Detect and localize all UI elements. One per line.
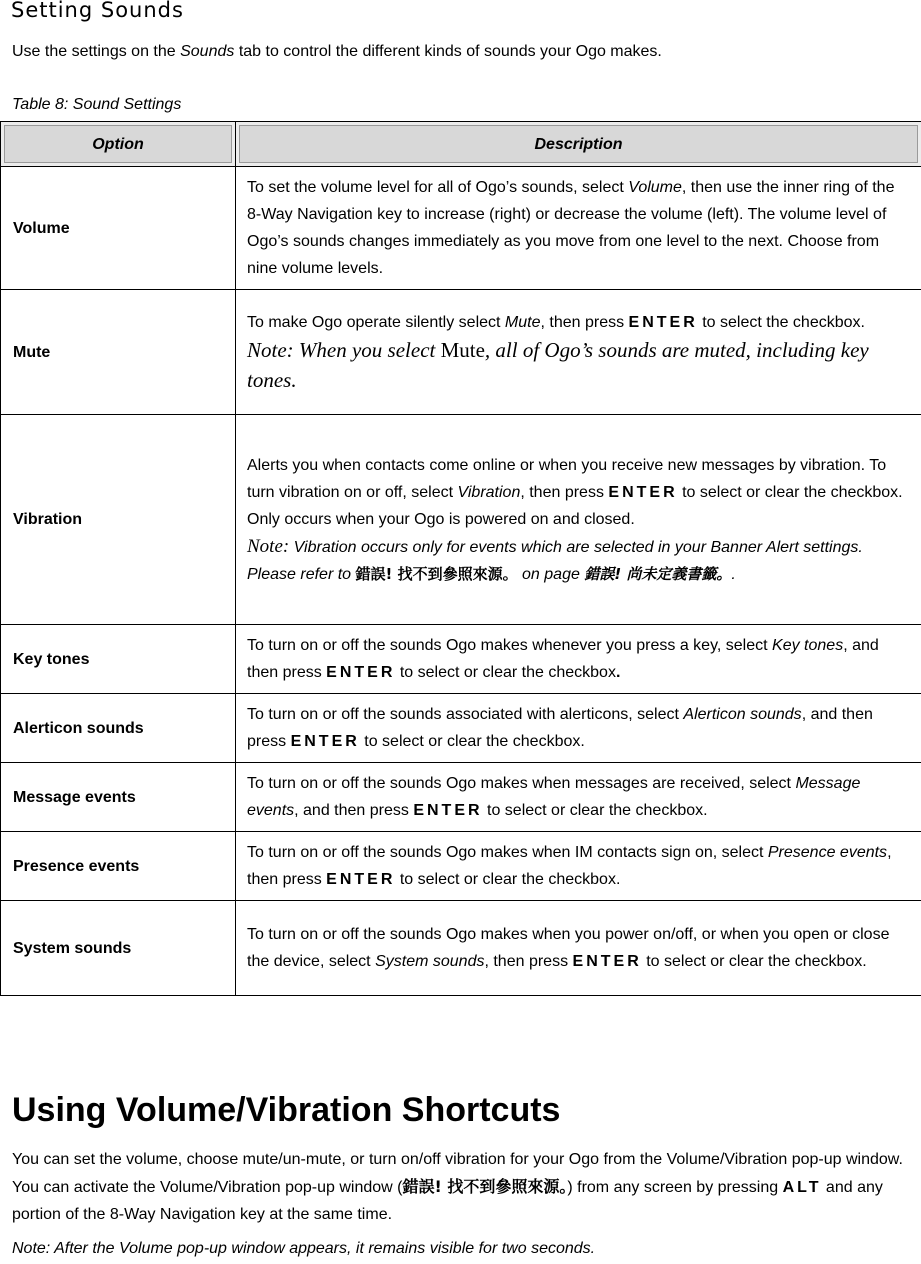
- bookmark-error: 錯誤! 尚未定義書籤。: [584, 564, 732, 583]
- description-cell: [236, 290, 921, 415]
- shortcuts-heading: Using Volume/Vibration Shortcuts: [12, 1091, 561, 1129]
- desc-text: , then use the inner ring of the 8-Way Navigation key to increase (right) or decrease the volume (left). The volume level of Ogo’s sounds changes immediately as you move from one level to the next. Choose from nine volume levels.: [247, 179, 895, 277]
- key-name: ENTER: [572, 953, 642, 970]
- desc-text: to select or clear the checkbox.: [395, 871, 621, 888]
- description-cell: [236, 763, 921, 832]
- desc-text: , then press: [247, 844, 892, 888]
- description-cell: [236, 167, 921, 290]
- intro-paragraph: [12, 43, 662, 61]
- desc-emphasis: Key tones: [772, 637, 844, 654]
- desc-text: To set the volume level for all of Ogo’s sounds, select: [247, 179, 629, 196]
- table-row: [1, 290, 921, 415]
- desc-text: , then press: [484, 953, 573, 970]
- desc-text: , then press: [540, 313, 629, 331]
- row-note: [247, 535, 863, 583]
- table-header-row: [1, 122, 921, 167]
- desc-emphasis: System sounds: [375, 953, 485, 970]
- shortcuts-paragraph: [12, 1146, 912, 1228]
- paragraph-text: and any portion of the 8-Way Navigation key at the same time.: [12, 1179, 883, 1223]
- row-note: [247, 338, 869, 392]
- desc-text: to select the checkbox.: [697, 313, 865, 331]
- key-name: ENTER: [608, 483, 678, 501]
- table-row: [1, 415, 921, 625]
- key-name: ENTER: [290, 733, 360, 750]
- desc-text: To turn on or off the sounds Ogo makes whenever you press a key, select: [247, 637, 773, 654]
- table-row: [1, 694, 921, 763]
- reference-error: 錯誤! 找不到參照來源。: [355, 564, 518, 583]
- header-option: Option: [1, 122, 236, 167]
- note-text: , all of Ogo’s sounds are muted, including key tones.: [247, 337, 869, 392]
- desc-text: to select or clear the checkbox: [395, 664, 616, 681]
- description-cell: [236, 415, 921, 625]
- option-cell: Message events: [1, 763, 236, 832]
- desc-text: to select or clear the checkbox.: [359, 733, 585, 750]
- desc-emphasis: Volume: [628, 179, 682, 196]
- paragraph-text: You can set the volume, choose mute/un-mute, or turn on/off vibration for your Ogo from the Volume/Vibration pop-up window. You can activate the Volume/Vibration pop-up window (: [12, 1151, 903, 1196]
- table-row: [1, 625, 921, 694]
- intro-emphasis: Sounds: [180, 43, 235, 60]
- reference-error: 錯誤! 找不到參照來源。: [402, 1177, 568, 1196]
- description-cell: [236, 694, 921, 763]
- table-row: [1, 832, 921, 901]
- note-text: Note: When you select: [247, 337, 441, 362]
- desc-text: , and then press: [247, 706, 873, 750]
- key-name: ALT: [782, 1179, 822, 1196]
- shortcuts-note: Note: After the Volume pop-up window appears, it remains visible for two seconds.: [12, 1240, 596, 1257]
- desc-text: To make Ogo operate silently select: [247, 313, 505, 331]
- desc-text: .: [615, 664, 621, 681]
- desc-text: To turn on or off the sounds Ogo makes when IM contacts sign on, select: [247, 844, 768, 861]
- desc-text: to select or clear the checkbox.: [641, 953, 867, 970]
- intro-text: Use the settings on the: [12, 43, 181, 60]
- option-cell: Key tones: [1, 625, 236, 694]
- option-cell: Volume: [1, 167, 236, 290]
- option-cell: Presence events: [1, 832, 236, 901]
- intro-text-end: tab to control the different kinds of sounds your Ogo makes.: [234, 43, 662, 60]
- option-cell: System sounds: [1, 901, 236, 996]
- option-cell: Alerticon sounds: [1, 694, 236, 763]
- desc-emphasis: Alerticon sounds: [683, 706, 802, 723]
- desc-text: Alerts you when contacts come online or when you receive new messages by vibration. To turn vibration on or off, select: [247, 456, 887, 501]
- note-text: Vibration occurs only for events which are selected in your Banner Alert settings. Please refer to: [247, 538, 863, 583]
- desc-emphasis: Message events: [247, 775, 861, 819]
- table-row: [1, 763, 921, 832]
- desc-text: , and then press: [247, 637, 879, 681]
- desc-emphasis: Presence events: [767, 844, 888, 861]
- section-title: Setting Sounds: [11, 0, 184, 22]
- desc-emphasis: Mute: [504, 313, 541, 331]
- option-cell: Mute: [1, 290, 236, 415]
- desc-text: to select or clear the checkbox. Only occurs when your Ogo is powered on and closed.: [247, 483, 903, 528]
- description-cell: [236, 832, 921, 901]
- table-caption: Table 8: Sound Settings: [12, 96, 182, 113]
- note-text: on page: [517, 565, 585, 583]
- key-name: ENTER: [326, 871, 396, 888]
- note-lead: Note:: [247, 535, 290, 557]
- desc-text: To turn on or off the sounds associated with alerticons, select: [247, 706, 684, 723]
- header-description: Description: [236, 122, 921, 167]
- desc-text: , then press: [520, 483, 609, 501]
- desc-emphasis: Vibration: [457, 483, 521, 501]
- key-name: ENTER: [628, 313, 698, 331]
- desc-text: To turn on or off the sounds Ogo makes when messages are received, select: [247, 775, 796, 792]
- paragraph-text: ) from any screen by pressing: [567, 1179, 783, 1196]
- table-row: [1, 167, 921, 290]
- desc-text: , and then press: [294, 802, 414, 819]
- note-term: Mute: [440, 337, 485, 362]
- desc-text: To turn on or off the sounds Ogo makes when you power on/off, or when you open or close the device, select: [247, 926, 890, 970]
- key-name: ENTER: [413, 802, 483, 819]
- sound-settings-table: [0, 121, 921, 996]
- key-name: ENTER: [326, 664, 396, 681]
- description-cell: [236, 625, 921, 694]
- note-text: .: [731, 565, 736, 583]
- desc-text: to select or clear the checkbox.: [482, 802, 708, 819]
- description-cell: [236, 901, 921, 996]
- table-row: [1, 901, 921, 996]
- option-cell: Vibration: [1, 415, 236, 625]
